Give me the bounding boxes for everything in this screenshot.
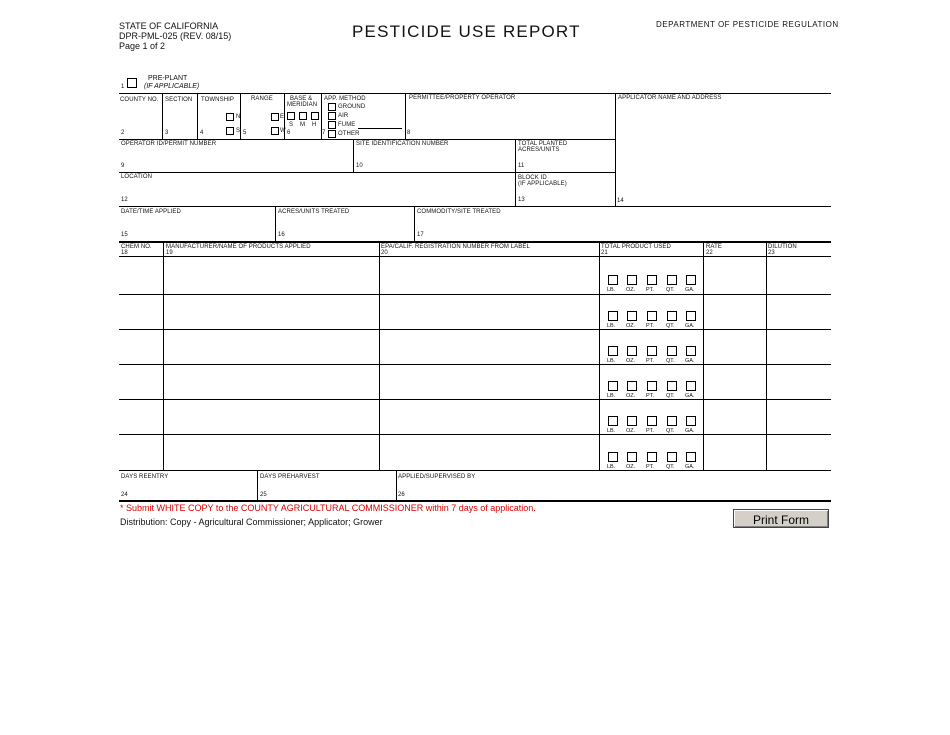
field-number: 3 bbox=[165, 130, 169, 136]
unit-label: GA. bbox=[685, 287, 695, 293]
rule bbox=[766, 241, 767, 470]
unit-checkbox[interactable] bbox=[686, 416, 696, 426]
unit-checkbox[interactable] bbox=[608, 275, 618, 285]
page-number: Page 1 of 2 bbox=[119, 41, 166, 51]
commodity-label: COMMODITY/SITE TREATED bbox=[417, 209, 501, 215]
unit-checkbox[interactable] bbox=[647, 346, 657, 356]
field-number: 7 bbox=[322, 130, 326, 136]
unit-label: QT. bbox=[666, 287, 675, 293]
rule bbox=[119, 139, 615, 140]
unit-label: PT. bbox=[646, 287, 654, 293]
applied-by-label: APPLIED/SUPERVISED BY bbox=[398, 474, 476, 480]
rule bbox=[119, 294, 831, 295]
south-checkbox[interactable] bbox=[226, 127, 234, 135]
meridian-m-checkbox[interactable] bbox=[299, 112, 307, 120]
west-label: W bbox=[280, 128, 286, 134]
unit-checkbox[interactable] bbox=[686, 346, 696, 356]
unit-label: OZ. bbox=[626, 464, 636, 470]
block-label: BLOCK ID bbox=[518, 175, 547, 181]
unit-checkbox[interactable] bbox=[647, 275, 657, 285]
field-number: 19 bbox=[166, 250, 173, 256]
ground-checkbox[interactable] bbox=[328, 103, 336, 111]
rule bbox=[405, 93, 406, 139]
rule bbox=[119, 364, 831, 365]
preplant-label: PRE-PLANT bbox=[148, 75, 188, 82]
rule bbox=[119, 241, 831, 243]
rule bbox=[615, 93, 616, 206]
rule bbox=[119, 500, 831, 502]
form-id: DPR-PML-025 (REV. 08/15) bbox=[119, 31, 232, 41]
applicator-label: APPLICATOR NAME AND ADDRESS bbox=[618, 95, 722, 101]
unit-label: OZ. bbox=[626, 323, 636, 329]
other-label: OTHER bbox=[338, 131, 360, 137]
unit-label: LB. bbox=[607, 464, 616, 470]
days-reentry-label: DAYS REENTRY bbox=[121, 474, 169, 480]
unit-label: QT. bbox=[666, 358, 675, 364]
manufacturer-label: MANUFACTURER/NAME OF PRODUCTS APPLIED bbox=[166, 244, 311, 250]
unit-checkbox[interactable] bbox=[667, 275, 677, 285]
permittee-label: PERMITTEE/PROPERTY OPERATOR bbox=[409, 95, 516, 101]
field-number: 14 bbox=[617, 198, 624, 204]
rule bbox=[119, 256, 831, 257]
print-form-button[interactable]: Print Form bbox=[733, 509, 829, 528]
meridian-label: MERIDIAN bbox=[287, 102, 318, 108]
unit-label: PT. bbox=[646, 464, 654, 470]
rule bbox=[396, 470, 397, 500]
meridian-s-checkbox[interactable] bbox=[287, 112, 295, 120]
rule bbox=[119, 172, 615, 173]
unit-checkbox[interactable] bbox=[627, 346, 637, 356]
field-number: 20 bbox=[381, 250, 388, 256]
rule bbox=[119, 470, 831, 471]
field-number: 22 bbox=[706, 250, 713, 256]
rule bbox=[599, 241, 600, 470]
page-title: PESTICIDE USE REPORT bbox=[352, 22, 581, 41]
rule bbox=[515, 139, 516, 206]
field-number: 18 bbox=[121, 250, 128, 256]
unit-label: QT. bbox=[666, 323, 675, 329]
app-method-label: APP. METHOD bbox=[324, 96, 366, 102]
unit-checkbox[interactable] bbox=[627, 381, 637, 391]
field-number: 12 bbox=[121, 197, 128, 203]
unit-label: OZ. bbox=[626, 358, 636, 364]
rate-label: RATE bbox=[706, 244, 722, 250]
north-label: N bbox=[236, 114, 241, 120]
days-preharvest-label: DAYS PREHARVEST bbox=[260, 474, 320, 480]
submit-notice: * Submit WHITE COPY to the COUNTY AGRICULTURAL COMMISSIONER within 7 days of application. bbox=[120, 503, 536, 513]
department-label: DEPARTMENT OF PESTICIDE REGULATION bbox=[656, 20, 839, 29]
fume-label: FUME bbox=[338, 122, 356, 128]
unit-checkbox[interactable] bbox=[647, 311, 657, 321]
field-number: 16 bbox=[278, 232, 285, 238]
rule bbox=[257, 470, 258, 500]
rule bbox=[379, 241, 380, 470]
unit-label: QT. bbox=[666, 464, 675, 470]
unit-checkbox[interactable] bbox=[647, 381, 657, 391]
unit-checkbox[interactable] bbox=[667, 311, 677, 321]
rule bbox=[414, 206, 415, 241]
east-label: E bbox=[280, 114, 285, 120]
unit-label: GA. bbox=[685, 358, 695, 364]
state-label: STATE OF CALIFORNIA bbox=[119, 21, 219, 31]
unit-checkbox[interactable] bbox=[608, 416, 618, 426]
field-number: 21 bbox=[601, 250, 608, 256]
unit-checkbox[interactable] bbox=[667, 381, 677, 391]
field-number: 11 bbox=[518, 163, 525, 169]
epa-label: EPA/CALIF. REGISTRATION NUMBER FROM LABEL bbox=[381, 244, 530, 250]
unit-checkbox[interactable] bbox=[608, 311, 618, 321]
unit-checkbox[interactable] bbox=[627, 452, 637, 462]
unit-label: QT. bbox=[666, 428, 675, 434]
base-label: BASE & bbox=[290, 96, 313, 102]
preplant-checkbox[interactable] bbox=[127, 78, 137, 88]
operator-label: OPERATOR ID/PERMIT NUMBER bbox=[121, 141, 217, 147]
field-number: 24 bbox=[121, 492, 128, 498]
unit-checkbox[interactable] bbox=[608, 381, 618, 391]
rule bbox=[275, 206, 276, 241]
fume-checkbox[interactable] bbox=[328, 121, 336, 129]
unit-checkbox[interactable] bbox=[627, 311, 637, 321]
unit-label: QT. bbox=[666, 393, 675, 399]
east-checkbox[interactable] bbox=[271, 113, 279, 121]
field-number: 17 bbox=[417, 232, 424, 238]
rule bbox=[119, 329, 831, 330]
unit-label: OZ. bbox=[626, 393, 636, 399]
unit-label: PT. bbox=[646, 428, 654, 434]
unit-label: GA. bbox=[685, 323, 695, 329]
field-number: 15 bbox=[121, 232, 128, 238]
unit-label: PT. bbox=[646, 358, 654, 364]
rule bbox=[162, 93, 163, 139]
range-label: RANGE bbox=[251, 96, 273, 102]
distribution-text: Distribution: Copy - Agricultural Commissioner; Applicator; Grower bbox=[120, 517, 383, 527]
acres-units-label: ACRES/UNITS bbox=[518, 147, 560, 153]
field-number: 23 bbox=[768, 250, 775, 256]
unit-checkbox[interactable] bbox=[627, 416, 637, 426]
unit-label: GA. bbox=[685, 428, 695, 434]
field-number: 26 bbox=[398, 492, 405, 498]
rule bbox=[163, 241, 164, 470]
field-number: 2 bbox=[121, 130, 125, 136]
block-sub-label: (IF APPLICABLE) bbox=[518, 181, 567, 187]
field-number: 25 bbox=[260, 492, 267, 498]
other-checkbox[interactable] bbox=[328, 130, 336, 138]
north-checkbox[interactable] bbox=[226, 113, 234, 121]
meridian-h-checkbox[interactable] bbox=[311, 112, 319, 120]
county-label: COUNTY NO. bbox=[120, 97, 159, 103]
field-number: 9 bbox=[121, 163, 125, 169]
location-label: LOCATION bbox=[121, 174, 153, 180]
field-number: 1 bbox=[121, 84, 125, 90]
unit-label: LB. bbox=[607, 428, 616, 434]
field-number: 10 bbox=[356, 163, 363, 169]
rule bbox=[119, 399, 831, 400]
meridian-m-label: M bbox=[300, 122, 306, 128]
air-label: AIR bbox=[338, 113, 349, 119]
meridian-h-label: H bbox=[312, 122, 317, 128]
unit-checkbox[interactable] bbox=[686, 311, 696, 321]
unit-checkbox[interactable] bbox=[608, 346, 618, 356]
acres-treated-label: ACRES/UNITS TREATED bbox=[278, 209, 350, 215]
unit-label: GA. bbox=[685, 464, 695, 470]
site-label: SITE IDENTIFICATION NUMBER bbox=[356, 141, 449, 147]
unit-label: LB. bbox=[607, 358, 616, 364]
rule bbox=[119, 206, 831, 207]
total-product-label: TOTAL PRODUCT USED bbox=[601, 244, 671, 250]
meridian-s-label: S bbox=[289, 122, 294, 128]
dilution-label: DILUTION bbox=[768, 244, 797, 250]
rule bbox=[353, 139, 354, 172]
field-number: 5 bbox=[243, 130, 247, 136]
air-checkbox[interactable] bbox=[328, 112, 336, 120]
unit-label: LB. bbox=[607, 287, 616, 293]
preplant-sub: (IF APPLICABLE) bbox=[144, 83, 200, 90]
township-label: TOWNSHIP bbox=[201, 97, 235, 103]
other-input-line[interactable] bbox=[358, 128, 402, 129]
unit-checkbox[interactable] bbox=[686, 381, 696, 391]
chem-label: CHEM NO. bbox=[121, 244, 152, 250]
unit-label: LB. bbox=[607, 323, 616, 329]
unit-checkbox[interactable] bbox=[647, 452, 657, 462]
unit-label: PT. bbox=[646, 323, 654, 329]
field-number: 6 bbox=[287, 130, 291, 136]
unit-checkbox[interactable] bbox=[686, 275, 696, 285]
unit-checkbox[interactable] bbox=[667, 452, 677, 462]
unit-label: LB. bbox=[607, 393, 616, 399]
unit-checkbox[interactable] bbox=[627, 275, 637, 285]
rule bbox=[119, 434, 831, 435]
west-checkbox[interactable] bbox=[271, 127, 279, 135]
field-number: 8 bbox=[407, 130, 411, 136]
unit-checkbox[interactable] bbox=[667, 346, 677, 356]
section-label: SECTION bbox=[165, 97, 193, 103]
unit-checkbox[interactable] bbox=[667, 416, 677, 426]
unit-checkbox[interactable] bbox=[647, 416, 657, 426]
field-number: 4 bbox=[200, 130, 204, 136]
ground-label: GROUND bbox=[338, 104, 366, 110]
rule bbox=[197, 93, 198, 139]
rule bbox=[119, 93, 831, 94]
date-label: DATE/TIME APPLIED bbox=[121, 209, 181, 215]
unit-checkbox[interactable] bbox=[608, 452, 618, 462]
unit-checkbox[interactable] bbox=[686, 452, 696, 462]
rule bbox=[703, 241, 704, 470]
total-planted-label: TOTAL PLANTED bbox=[518, 141, 568, 147]
unit-label: OZ. bbox=[626, 287, 636, 293]
unit-label: PT. bbox=[646, 393, 654, 399]
unit-label: GA. bbox=[685, 393, 695, 399]
field-number: 13 bbox=[518, 197, 525, 203]
unit-label: OZ. bbox=[626, 428, 636, 434]
south-label: S bbox=[236, 128, 241, 134]
